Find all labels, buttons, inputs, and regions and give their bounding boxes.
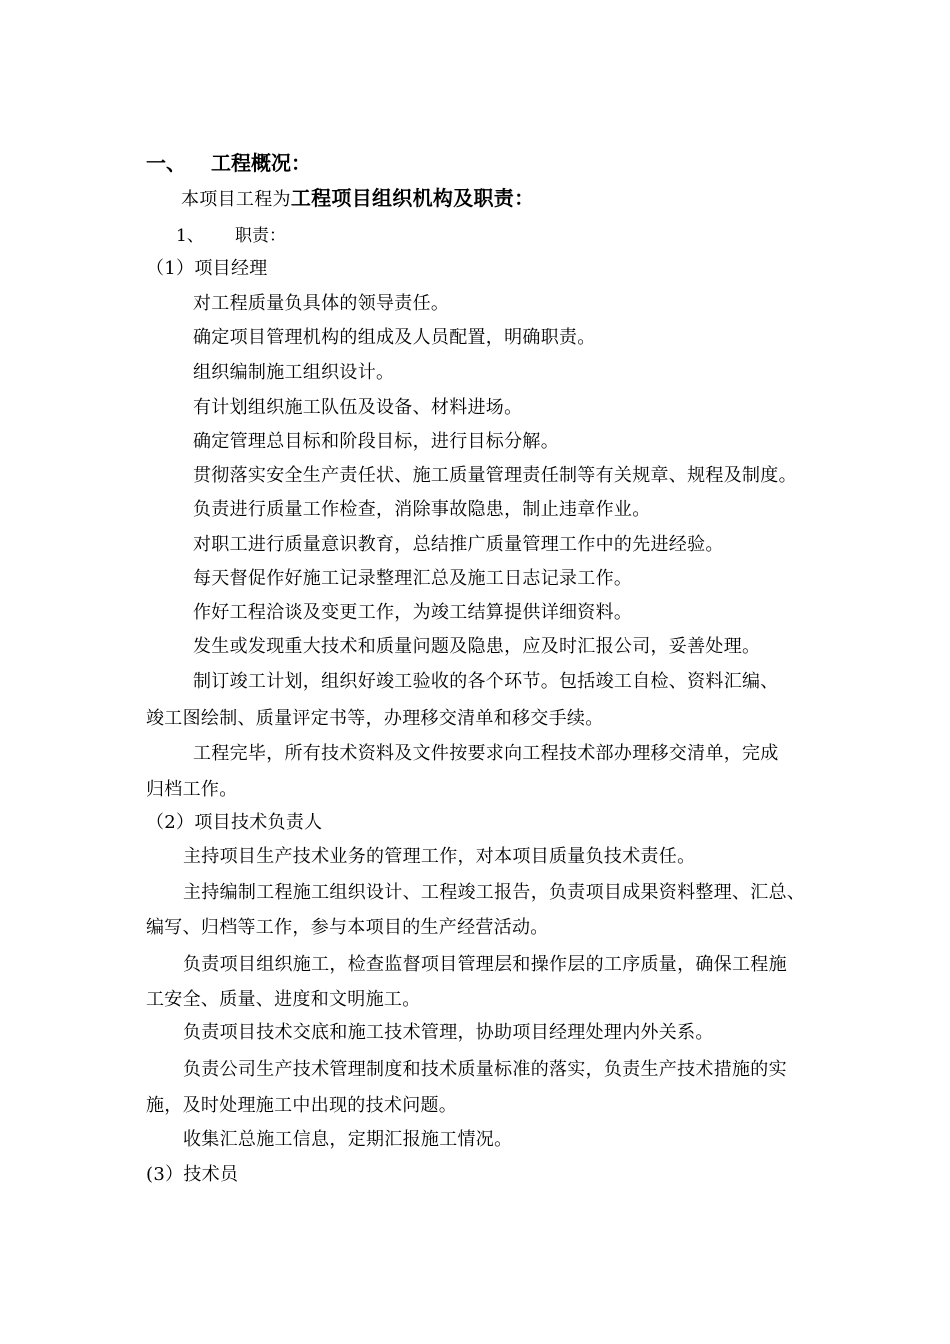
manager-item: 每天督促作好施工记录整理汇总及施工日志记录工作。	[193, 568, 633, 589]
manager-item: 对职工进行质量意识教育，总结推广质量管理工作中的先进经验。	[193, 534, 724, 555]
manager-heading: （1）项目经理	[146, 258, 268, 279]
tech-lead-item: 主持编制工程施工组织设计、工程竣工报告，负责项目成果资料整理、汇总、	[183, 882, 806, 903]
manager-item: 工程完毕，所有技术资料及文件按要求向工程技术部办理移交清单，完成	[193, 743, 779, 764]
tech-lead-heading: （2）项目技术负责人	[146, 812, 323, 833]
tech-lead-item: 收集汇总施工信息，定期汇报施工情况。	[183, 1129, 513, 1150]
manager-item-continuation: 归档工作。	[146, 779, 238, 800]
manager-item: 制订竣工计划，组织好竣工验收的各个环节。包括竣工自检、资料汇编、	[193, 671, 779, 692]
tech-lead-item: 负责项目技术交底和施工技术管理，协助项目经理处理内外关系。	[183, 1022, 714, 1043]
intro-line	[181, 186, 534, 212]
tech-lead-item: 负责公司生产技术管理制度和技术质量标准的落实，负责生产技术措施的实	[183, 1059, 787, 1080]
manager-item-continuation: 竣工图绘制、质量评定书等，办理移交清单和移交手续。	[146, 708, 604, 729]
manager-item: 作好工程洽谈及变更工作，为竣工结算提供详细资料。	[193, 602, 633, 623]
manager-item: 发生或发现重大技术和质量问题及隐患，应及时汇报公司，妥善处理。	[193, 636, 761, 657]
subsection-title: 职责：	[235, 226, 286, 246]
section-number: 一、	[146, 151, 186, 175]
manager-item: 确定管理总目标和阶段目标，进行目标分解。	[193, 431, 559, 452]
tech-lead-item-continuation: 工安全、质量、进度和文明施工。	[146, 989, 421, 1010]
intro-bold-title: 工程项目组织机构及职责：	[290, 186, 535, 210]
technician-heading: (3）技术员	[146, 1164, 239, 1185]
manager-item: 对工程质量负具体的领导责任。	[193, 293, 450, 314]
manager-item: 确定项目管理机构的组成及人员配置，明确职责。	[193, 327, 596, 348]
tech-lead-item-continuation: 编写、归档等工作，参与本项目的生产经营活动。	[146, 917, 549, 938]
section-title: 工程概况：	[211, 151, 311, 175]
intro-prefix: 本项目工程为	[181, 189, 291, 210]
manager-item: 负责进行质量工作检查，消除事故隐患，制止违章作业。	[193, 499, 651, 520]
tech-lead-item: 负责项目组织施工，检查监督项目管理层和操作层的工序质量，确保工程施	[183, 954, 787, 975]
manager-item: 组织编制施工组织设计。	[193, 362, 395, 383]
manager-item: 贯彻落实安全生产责任状、施工质量管理责任制等有关规章、规程及制度。	[193, 465, 797, 486]
tech-lead-item: 主持项目生产技术业务的管理工作，对本项目质量负技术责任。	[183, 846, 696, 867]
subsection-number: 1、	[176, 226, 204, 246]
tech-lead-item-continuation: 施，及时处理施工中出现的技术问题。	[146, 1095, 458, 1116]
manager-item: 有计划组织施工队伍及设备、材料进场。	[193, 397, 523, 418]
